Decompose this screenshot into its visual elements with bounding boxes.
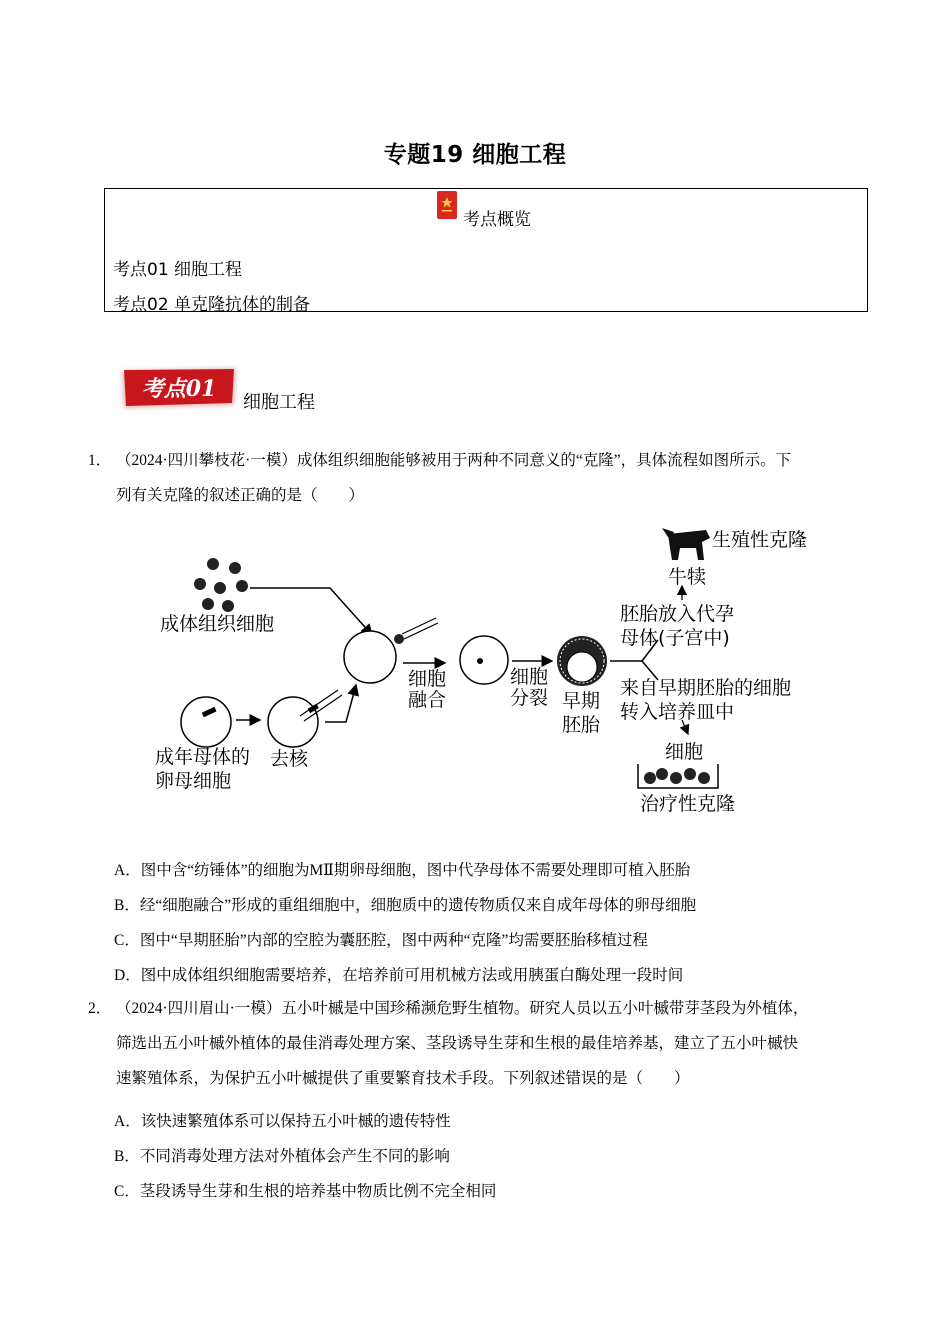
overview-heading: 考点概览 xyxy=(463,210,531,230)
label-surrogate: 母体(子宫中) xyxy=(620,627,730,649)
question-stem: （2024·四川攀枝花·一模）成体组织细胞能够被用于两种不同意义的“克隆”，具体流程如图所示。下 xyxy=(116,452,792,469)
calf-icon xyxy=(662,528,710,560)
label-oocyte: 卵母细胞 xyxy=(155,770,232,792)
label-therapeutic-cloning: 治疗性克隆 xyxy=(640,793,736,815)
culture-dish-icon xyxy=(638,764,718,788)
label-calf: 牛犊 xyxy=(668,566,707,588)
question-stem: （2024·四川眉山·一模）五小叶槭是中国珍稀濒危野生植物。研究人员以五小叶槭带芽茎段为外植体， xyxy=(116,1000,809,1017)
q1-option-d: D．图中成体组织细胞需要培养，在培养前可用机械方法或用胰蛋白酶处理一段时间 xyxy=(114,967,684,984)
q1-option-c: C．图中“早期胚胎”内部的空腔为囊胚腔，图中两种“克隆”均需要胚胎移植过程 xyxy=(114,932,648,949)
label-embryo: 早期 xyxy=(562,690,601,712)
label-adult-cells: 成体组织细胞 xyxy=(160,613,275,635)
label-oocyte: 成年母体的 xyxy=(155,746,251,768)
q1-option-a: A．图中含“纺锤体”的细胞为MⅡ期卵母细胞，图中代孕母体不需要处理即可植入胚胎 xyxy=(114,862,691,879)
question-stem: 速繁殖体系，为保护五小叶槭提供了重要繁育技术手段。下列叙述错误的是（ ） xyxy=(116,1070,690,1087)
label-cells: 细胞 xyxy=(665,741,704,763)
q1-option-b: B．经“细胞融合”形成的重组细胞中，细胞质中的遗传物质仅来自成年母体的卵母细胞 xyxy=(114,897,697,914)
label-embryo: 胚胎 xyxy=(562,714,601,736)
label-reproductive-cloning: 生殖性克隆 xyxy=(712,529,808,551)
label-culture: 来自早期胚胎的细胞 xyxy=(620,677,792,699)
early-embryo-icon xyxy=(557,636,607,686)
section-tag-badge xyxy=(118,365,240,411)
question-number: 1． xyxy=(88,452,112,469)
overview-item: 考点02 单克隆抗体的制备 xyxy=(113,295,311,315)
q2-option-a: A．该快速繁殖体系可以保持五小叶槭的遗传特性 xyxy=(114,1113,451,1130)
label-fusion: 融合 xyxy=(408,689,447,711)
overview-box xyxy=(104,188,868,315)
overview-item: 考点01 细胞工程 xyxy=(113,260,243,280)
label-fusion: 细胞 xyxy=(408,668,447,690)
label-surrogate: 胚胎放入代孕 xyxy=(620,603,735,625)
label-division: 细胞 xyxy=(510,666,549,688)
question-number: 2． xyxy=(88,1000,112,1017)
section-title: 细胞工程 xyxy=(243,392,315,413)
question-stem: 筛选出五小叶槭外植体的最佳消毒处理方案、茎段诱导生芽和生根的最佳培养基，建立了五小叶槭快 xyxy=(116,1035,799,1052)
adult-cells-icon xyxy=(194,558,248,612)
book-icon xyxy=(437,191,457,219)
section-tag-label: 考点01 xyxy=(141,376,217,402)
label-division: 分裂 xyxy=(510,687,549,709)
cloning-diagram xyxy=(150,520,830,825)
question-stem: 列有关克隆的叙述正确的是（ ） xyxy=(116,487,365,504)
label-culture: 转入培养皿中 xyxy=(620,701,735,723)
label-enucleate: 去核 xyxy=(270,748,309,770)
q2-option-b: B．不同消毒处理方法对外植体会产生不同的影响 xyxy=(114,1148,450,1165)
page-title: 专题19 细胞工程 xyxy=(383,142,567,168)
q2-option-c: C．茎段诱导生芽和生根的培养基中物质比例不完全相同 xyxy=(114,1183,497,1200)
